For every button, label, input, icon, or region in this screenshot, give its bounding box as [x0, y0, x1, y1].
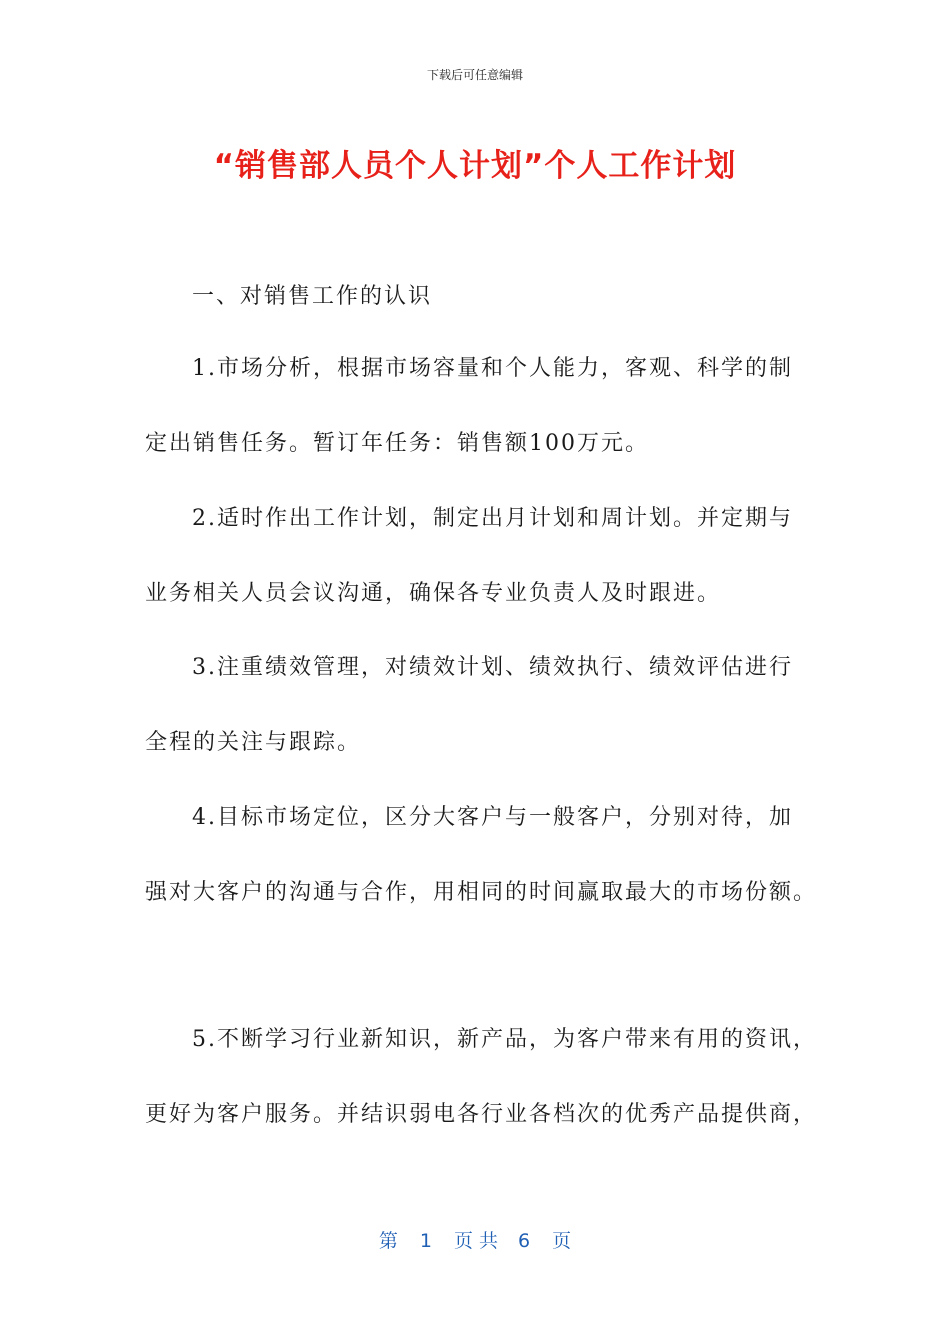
footer-middle: 页共: [453, 1230, 504, 1252]
footer-suffix: 页: [552, 1230, 572, 1252]
header-note: 下载后可任意编辑: [426, 68, 523, 82]
footer-current-page: 1: [419, 1230, 432, 1252]
paragraph-line: 业务相关人员会议沟通，确保各专业负责人及时跟进。: [145, 581, 722, 606]
paragraph-line: 全程的关注与跟踪。: [145, 730, 362, 755]
paragraph-line: 强对大客户的沟通与合作，用相同的时间赢取最大的市场份额。: [145, 880, 818, 905]
paragraph-line: 3.注重绩效管理，对绩效计划、绩效执行、绩效评估进行: [192, 655, 793, 680]
paragraph-line: 更好为客户服务。并结识弱电各行业各档次的优秀产品提供商，: [145, 1102, 818, 1127]
footer-total-pages: 6: [518, 1230, 531, 1252]
section-heading: 一、对销售工作的认识: [192, 284, 433, 309]
footer-prefix: 第: [378, 1230, 398, 1252]
page-footer: [0, 1226, 950, 1253]
paragraph-line: 1.市场分析，根据市场容量和个人能力，客观、科学的制: [192, 356, 793, 381]
document-title: “销售部人员个人计划”个人工作计划: [213, 148, 737, 184]
paragraph-line: 5.不断学习行业新知识，新产品，为客户带来有用的资讯，: [192, 1027, 817, 1052]
paragraph-line: 2.适时作出工作计划，制定出月计划和周计划。并定期与: [192, 506, 793, 531]
paragraph-line: 定出销售任务。暂订年任务：销售额100万元。: [145, 431, 649, 456]
paragraph-line: 4.目标市场定位，区分大客户与一般客户，分别对待，加: [192, 805, 793, 830]
